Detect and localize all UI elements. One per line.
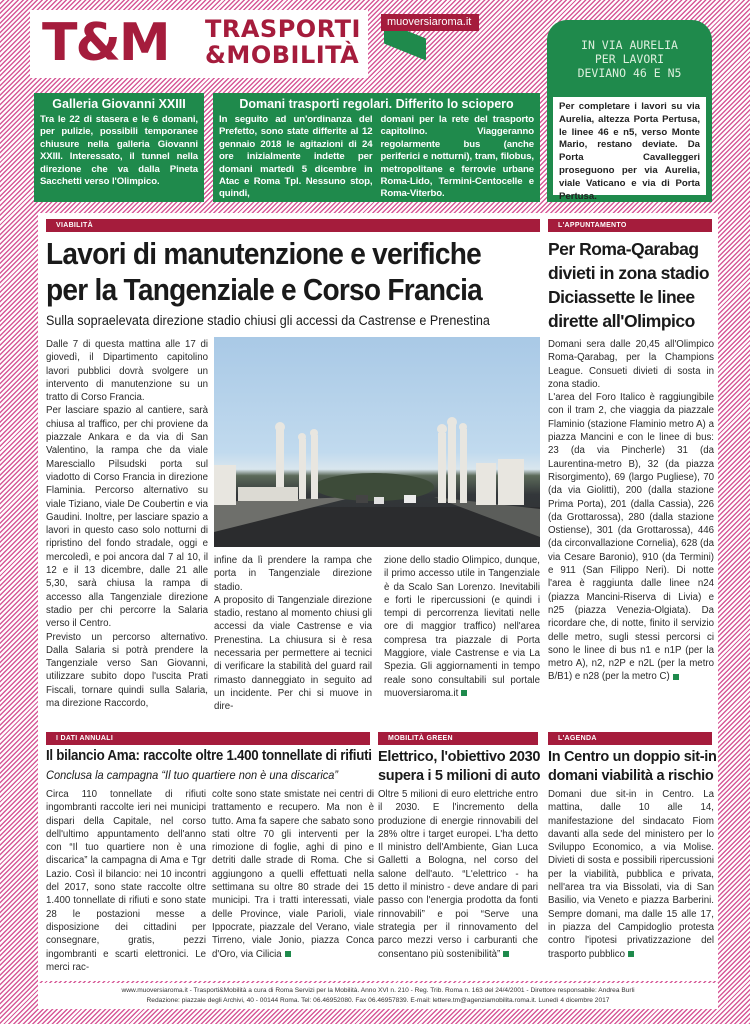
aurelia-headline-line: PER LAVORI	[594, 52, 665, 66]
logo-wordmark	[205, 16, 361, 68]
kicker-viabilita: VIABILITÀ	[46, 219, 540, 232]
site-link[interactable]: muoversiaroma.it	[381, 14, 479, 31]
paragraph: Previsto un percorso alternativo. Dalla Salaria si potrà prendere la Tangenziale verso San Giovanni, utilizzare subito dopo l'uscita Prati Fiscali, tornare quindi sulla Salaria, ma direzione Raccordo,	[46, 631, 208, 710]
paragraph: colte sono state smistate nei centri di trattamento e recupero. Ma non è tutto. Ama fa sapere che sabato sono stati oltre 70 gli interventi per la rimozione di foglie, aghi di pino e detriti dalle strade di Roma. Che si aggiungono a quelli effettuati nella settimana su oltre 80 strade dei 15 municipi. Tra i tratti interessati, viale delle Province, viale Parioli, viale Ippocrate, piazzale del Verano, viale Tirreno, viale Jonio, piazza Conca d'Oro, via Cilicia	[212, 789, 374, 960]
main-headline-line: per la Tangenziale e Corso Francia	[46, 273, 483, 307]
main-headline-line: Lavori di manutenzione e verifiche	[46, 237, 481, 271]
brief-sciopero	[213, 93, 540, 202]
colophon-line-1: www.muoversiaroma.it - Trasporti&Mobilità a cura di Roma Servizi per la Mobilità. Anno XVI n. 210 - Reg. Trib. Roma n. 163 del 24/4/2001 - Direttore responsabile: Andrea Burli	[121, 987, 635, 994]
agenda-headline: In Centro un doppio sit-in domani viabilità a rischio	[548, 749, 717, 784]
logo-mark: T&M	[42, 13, 169, 73]
end-of-article-icon	[673, 674, 679, 680]
green-headline: Elettrico, l'obiettivo 2030 supera i 5 milioni di auto	[378, 749, 541, 784]
ama-column-1: Circa 110 tonnellate di rifiuti ingombranti raccolte ieri nei municipi dispari della Capitale, nel corso dell'ultimo appuntamento dell'anno con “Il tuo quartiere non è una discarica” la campagna di Ama e Tgr Lazio. Così il bilancio: nei 10 incontri del 2017, sono state raccolte oltre 1.400 tonnellate di rifiuti e sono state 28 le postazioni messe a disposizione dei cittadini per consegnare, gratis, pezzi ingombranti e scarti elettronici. Le merci rac-	[46, 789, 206, 973]
ama-headline: Il bilancio Ama: raccolte oltre 1.400 tonnellate di rifiuti	[46, 748, 372, 764]
aurelia-box	[547, 20, 712, 202]
paragraph: A proposito di Tangenziale direzione stadio, restano al momento chiusi gli accessi da viale Castrense e via Prenestina. La chiusura si è resa necessaria per permettere ai tecnici di verificare la stabilità del guard rail rimasto danneggiato in seguito ad un incidente. Per chi si muove in dire-	[214, 594, 372, 713]
aurelia-headline-line: IN VIA AURELIA	[581, 38, 678, 52]
kicker-agenda: L'AGENDA	[548, 732, 712, 745]
brief-title: Domani trasporti regolari. Differito lo sciopero	[239, 97, 514, 111]
brief-galleria	[34, 93, 204, 202]
article-photo	[214, 337, 540, 547]
brief-body: Tra le 22 di stasera e le 6 domani, per pulizie, possibili temporanee chiusure nella galleria Giovanni XXIII. Interessato, il tunnel nella direzione che va dalla Pineta Sacchetti verso l'Olimpico.	[40, 114, 198, 188]
end-of-article-icon	[285, 951, 291, 957]
paragraph: Domani due sit-in in Centro. La mattina, dalle 10 alle 14, manifestazione del sindacato Fiom davanti alla sede del ministero per lo Sviluppo Economico, a via Molise. Divieti di sosta e possibili ripercussioni per la viabilità, pubblica e privata, nell'area tra via Bissolati, via di San Basilio, via Veneto e piazza Barberini. Sempre domani, ma dalle 15 alle 17, in piazza del Campidoglio protesta contro l'ipotesi privatizzazione del trasporto pubblico	[548, 789, 714, 960]
paragraph: Per lasciare spazio al cantiere, sarà chiusa al traffico, per chi proviene da piazzale Ankara e da via di San Valentino, la rampa che da viale Maresciallo Pilsudski porta sul viadotto di Corso Francia in direzione Flaminia. Percorso alternativo su viale Tiziano, viale De Coubertin e via Gaudini. Inoltre, per lasciare spazio a lavori in questo caso solo notturni di ripristino del fondo stradale, oggi e mercoledì, e poi ancora dal 7 al 10, il 12 e il 13 dicembre, dalle 21 alle 5,30, sarà chiusa la rampa di accesso alla Tangenziale direzione stadio per chi percorre la Salaria verso il Centro.	[46, 405, 208, 630]
end-of-article-icon	[503, 951, 509, 957]
agenda-body	[548, 788, 714, 961]
main-subhead: Sulla sopraelevata direzione stadio chiusi gli accessi da Castrense e Prenestina	[46, 313, 490, 328]
paragraph: Dalle 7 di questa mattina alle 17 di giovedì, il Dipartimento capitolino lavori pubblici dovrà svolgere un intervento di manutenzione su un tratto di Corso Francia.	[46, 339, 208, 404]
paragraph: Oltre 5 milioni di euro elettriche entro il 2030. E l'incremento della produzione di energie rinnovabili del 28% oltre i target europei. L'ha detto Il ministro dell'Ambiente, Gian Luca Galletti a Bologna, nel corso del salone dell'auto. “L'elettrico - ha detto il ministro - deve andare di pari passo con l'energia prodotta da fonti rinnovabili” e poi “Serve una strategia per il rinnovamento del parco mezzi verso i carburanti che consentano più sostenibilità”	[378, 789, 538, 960]
main-column-3	[384, 554, 540, 700]
ama-column-2	[212, 788, 374, 961]
brief-body-col1: In seguito ad un'ordinanza del Prefetto, sono state differite al 12 gennaio 2018 le agitazioni di 24 ore inizialmente indette per domani martedì 5 dicembre in Atac e Roma Tpl. Nessuno stop, quindi,	[219, 114, 373, 200]
main-column-2	[214, 554, 372, 714]
kicker-dati-annuali: I DATI ANNUALI	[46, 732, 370, 745]
aurelia-body: Per completare i lavori su via Aurelia, altezza Porta Pertusa, le linee 46 e n5, verso Monte Mario, restano deviate. Da Porta Cavalleggeri proseguono per via Aurelia, viale Vaticano e via di Porta Pertusa.	[553, 97, 706, 195]
colophon	[38, 983, 718, 1009]
paragraph: L'area del Foro Italico è raggiungibile con il tram 2, che viaggia da piazzale Flaminio (stazione Flaminio metro A) a piazza Mancini e con le linee di bus: 23 (da via Pincherle) 31 (da Laurentina-metro B), 32 (da piazza Risorgimento), 69 (largo Pugliese), 70 (da via Giolitti), 200 (dalla stazione Prima Porta), 201 (dalla Cassia), 226 (da Grottarossa), 280 (dalla stazione Ostiense), 301 (da Grottarossa), 446 (da circonvallazione Cornelia), 628 (da via Cesare Baronio), 910 (da Termini) e 911 (San Filippo Neri). Di notte l'area è raggiunta dalle linee n24 (piazza Mancini-Riserva di Livia) e n25 (piazza Venezia-Olgiata). Da ricordare che, di notte, finito il servizio delle metro, sugli stessi percorsi ci sono le linee di bus n1 e n1P (per la metro A), n2, n2P e n2L (per la metro B/B1) e n28 (per la metro C)	[548, 392, 714, 683]
main-headline	[46, 236, 502, 308]
bridge-photo-illustration	[214, 337, 540, 547]
end-of-article-icon	[628, 951, 634, 957]
main-column-1	[46, 338, 208, 728]
paragraph: zione dello stadio Olimpico, dunque, il primo accesso utile in Tangenziale è da Scalo San Lorenzo. Inevitabili e forti le ripercussioni (e quindi i tempi di percorrenza lievitati nelle ore di maggior traffico) nell'area compresa tra piazzale di Porta Maggiore, viale Castrense e via La Spezia. Gli aggiornamenti in tempo reale sono consultabili sul portale muoversiaroma.it	[384, 555, 540, 699]
colophon-line-2: Redazione: piazzale degli Archivi, 40 - 00144 Roma. Tel: 06.46952080. Fax 06.46957839. E-mail: lettere.tm@agenziamobilita.roma.it. Lunedì 4 dicembre 2017	[146, 997, 610, 1004]
side-body	[548, 338, 714, 684]
logo-line-1: TRASPORTI	[205, 15, 361, 43]
aurelia-headline-line: DEVIANO 46 E N5	[577, 66, 682, 80]
end-of-article-icon	[461, 690, 467, 696]
kicker-mobilita-green: MOBILITÀ GREEN	[378, 732, 538, 745]
brief-title: Galleria Giovanni XXIII	[52, 97, 186, 111]
paragraph: infine da lì prendere la rampa che porta in Tangenziale direzione stadio.	[214, 555, 372, 593]
brief-body-col2: domani per la rete del trasporto capitolino. Viaggeranno regolarmente bus (anche periferici e notturni), tram, filobus, metropolitane e ferrovie urbane Roma-Lido, Termini-Centocelle e Roma-Viterbo.	[380, 114, 534, 200]
paragraph: Domani sera dalle 20,45 all'Olimpico Roma-Qarabag, per la Champions League. Consueti divieti di sosta in zona stadio.	[548, 339, 714, 390]
ama-subhead: Conclusa la campagna “Il tuo quartiere non è una discarica”	[46, 768, 339, 782]
kicker-appuntamento: L'APPUNTAMENTO	[548, 219, 712, 232]
aurelia-headline	[547, 20, 712, 97]
green-body	[378, 788, 538, 961]
side-headline: Per Roma-Qarabag divieti in zona stadio Diciassette le linee dirette all'Olimpico	[548, 239, 710, 331]
logo-line-2: &MOBILITÀ	[205, 41, 360, 69]
